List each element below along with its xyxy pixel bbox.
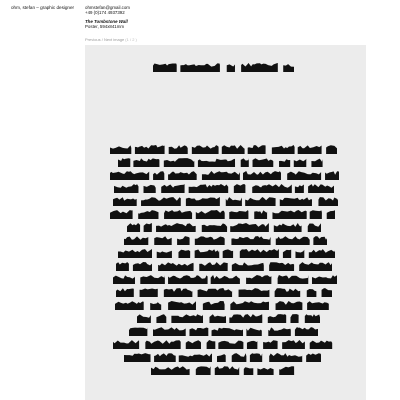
site-title[interactable]: ohm, stefan – graphic designer <box>11 5 75 10</box>
previous-link[interactable]: Previous <box>85 37 101 42</box>
tombstone-block <box>241 63 278 72</box>
tombstone-block <box>310 210 322 219</box>
tombstone-block <box>115 301 144 310</box>
tombstone-block <box>232 353 247 362</box>
tombstone-block <box>133 262 152 271</box>
tombstone-block <box>179 354 212 363</box>
tombstone-block <box>153 171 164 180</box>
tombstone-block <box>245 197 275 206</box>
tombstone-block <box>158 262 194 271</box>
tombstone-block <box>290 314 298 323</box>
tombstone-block <box>311 159 322 167</box>
tombstone-block <box>254 210 267 219</box>
tombstone-block <box>223 249 233 258</box>
tombstone-block <box>243 171 281 180</box>
tombstone-block <box>229 314 262 323</box>
tombstone-block <box>278 275 309 284</box>
tombstone-block <box>180 63 220 72</box>
tombstone-block <box>114 184 139 193</box>
tombstone-block <box>218 341 243 349</box>
tombstone-block <box>283 64 294 72</box>
tombstone-block <box>151 366 190 375</box>
tombstone-block <box>282 340 305 349</box>
email-link[interactable]: ohmstefan@gmail.com <box>85 5 130 10</box>
tombstone-block <box>287 171 321 180</box>
phone-number: +49 (0)174 4937392 <box>85 10 125 16</box>
poster-image <box>85 45 366 400</box>
tombstone-block <box>257 368 273 375</box>
tombstone-block <box>250 353 262 362</box>
tombstone-block <box>168 275 208 284</box>
tombstone-block <box>140 289 158 298</box>
tombstone-block <box>327 210 335 219</box>
tombstone-block <box>232 262 264 271</box>
tombstone-block <box>222 145 245 154</box>
tombstone-block <box>244 367 254 375</box>
tombstone-block <box>305 314 320 323</box>
tombstone-block <box>253 158 274 167</box>
tombstone-block <box>211 275 240 284</box>
tombstone-block <box>318 197 338 206</box>
work-info <box>85 19 128 30</box>
tombstone-block <box>269 262 294 271</box>
tombstone-block <box>230 301 269 310</box>
work-title: The Tombstone Wall <box>85 19 128 24</box>
tombstone-block <box>272 210 306 219</box>
tombstone-block <box>189 184 229 193</box>
tombstone-block <box>312 275 337 284</box>
tombstone-block <box>295 250 304 258</box>
next-image-link[interactable]: Next image <box>103 37 125 42</box>
tombstone-block <box>241 158 249 167</box>
tombstone-block <box>322 288 332 297</box>
tombstone-block <box>154 353 176 362</box>
tombstone-block <box>138 210 158 219</box>
tombstone-block <box>263 340 277 349</box>
contact-block <box>85 5 130 16</box>
tombstone-block <box>192 145 219 154</box>
tombstone-block <box>168 301 196 310</box>
tombstone-block <box>113 340 139 349</box>
tombstone-block <box>234 184 246 193</box>
tombstone-block <box>248 145 266 154</box>
tombstone-block <box>306 353 321 362</box>
tombstone-block <box>280 197 312 206</box>
tombstone-block <box>226 197 242 206</box>
tombstone-block <box>247 341 257 349</box>
tombstone-block <box>196 210 225 219</box>
tombstone-block <box>156 223 196 232</box>
tombstone-block <box>227 64 235 72</box>
tombstone-block <box>145 340 180 349</box>
tombstone-block <box>150 302 161 310</box>
tombstone-block <box>202 171 240 180</box>
tombstone-block <box>153 64 177 73</box>
tombstone-block <box>113 197 137 206</box>
tombstone-block <box>308 223 321 232</box>
tombstone-block <box>295 185 304 194</box>
tombstone-block <box>307 289 317 297</box>
tombstone-block <box>164 158 195 167</box>
tombstone-block <box>127 223 140 232</box>
tombstone-block <box>129 327 147 336</box>
tombstone-block <box>283 250 291 258</box>
tombstone-block <box>133 158 159 167</box>
tombstone-block <box>199 262 227 271</box>
tombstone-block <box>110 210 133 219</box>
tombstone-block <box>279 159 290 167</box>
tombstone-block <box>307 301 329 310</box>
tombstone-block <box>309 249 335 258</box>
tombstone-block <box>269 353 302 362</box>
tombstone-block <box>207 340 216 349</box>
tombstone-block <box>215 366 239 375</box>
tombstone-block <box>164 288 193 297</box>
tombstone-block <box>124 236 148 245</box>
tombstone-block <box>153 327 186 336</box>
tombstone-block <box>310 341 332 349</box>
tombstone-block <box>325 171 339 180</box>
tombstone-block <box>141 197 181 206</box>
tombstone-block <box>240 249 279 258</box>
tombstone-block <box>275 288 301 297</box>
tombstone-block <box>144 185 156 193</box>
tombstone-block <box>171 314 203 323</box>
tombstone-block <box>279 366 294 375</box>
tombstone-block <box>268 327 291 336</box>
tombstone-block <box>118 249 152 258</box>
tombstone-block <box>295 327 318 336</box>
tombstone-block <box>154 236 171 245</box>
tombstone-block <box>195 236 225 245</box>
tombstone-block <box>144 223 152 232</box>
tombstone-block <box>113 275 135 284</box>
tombstone-block <box>196 366 211 375</box>
tombstone-block <box>212 328 243 336</box>
tombstone-block <box>157 251 172 258</box>
tombstone-block <box>189 328 208 337</box>
tombstone-block <box>198 288 233 297</box>
tombstone-block <box>252 184 292 193</box>
tombstone-block <box>246 275 271 284</box>
tombstone-block <box>195 249 220 258</box>
tombstone-block <box>177 236 190 245</box>
tombstone-block <box>209 314 226 323</box>
tombstone-block <box>230 223 269 232</box>
image-navigation <box>85 37 137 42</box>
tombstone-block <box>186 340 201 349</box>
tombstone-block <box>116 288 134 297</box>
tombstone-block <box>276 236 310 245</box>
tombstone-block <box>246 328 261 336</box>
tombstone-block <box>168 171 197 180</box>
tombstone-block <box>164 210 192 219</box>
tombstone-block <box>202 223 227 232</box>
tombstone-block <box>294 159 307 167</box>
tombstone-block <box>313 236 327 245</box>
tombstone-block <box>326 145 337 154</box>
tombstone-block <box>178 250 190 258</box>
tombstone-block <box>298 145 322 154</box>
tombstone-block <box>124 353 151 362</box>
tombstone-block <box>203 301 225 310</box>
tombstone-block <box>229 210 248 219</box>
work-meta: Poster, 594x841mm <box>85 24 125 30</box>
tombstone-block <box>239 288 270 297</box>
tombstone-block <box>161 184 184 193</box>
tombstone-block <box>186 197 220 206</box>
nav-separator: / <box>101 37 103 42</box>
tombstone-block <box>231 236 270 245</box>
tombstone-block <box>268 314 286 323</box>
tombstone-block <box>118 158 130 167</box>
tombstone-block <box>110 171 149 180</box>
tombstone-block <box>217 354 226 362</box>
tombstone-block <box>274 223 302 232</box>
tombstone-block <box>110 145 131 154</box>
image-counter: (1 / 2 ) <box>125 37 137 42</box>
tombstone-block <box>116 262 129 271</box>
tombstone-block <box>308 184 334 193</box>
tombstone-block <box>169 145 188 154</box>
tombstone-block <box>135 145 165 154</box>
tombstone-block <box>299 262 332 271</box>
tombstone-block <box>276 301 303 310</box>
tombstone-block <box>137 314 151 323</box>
tombstone-block <box>140 275 165 284</box>
tombstone-block <box>156 314 166 323</box>
tombstone-block <box>198 159 235 167</box>
tombstone-wall-artwork <box>85 45 366 400</box>
tombstone-block <box>272 145 295 154</box>
